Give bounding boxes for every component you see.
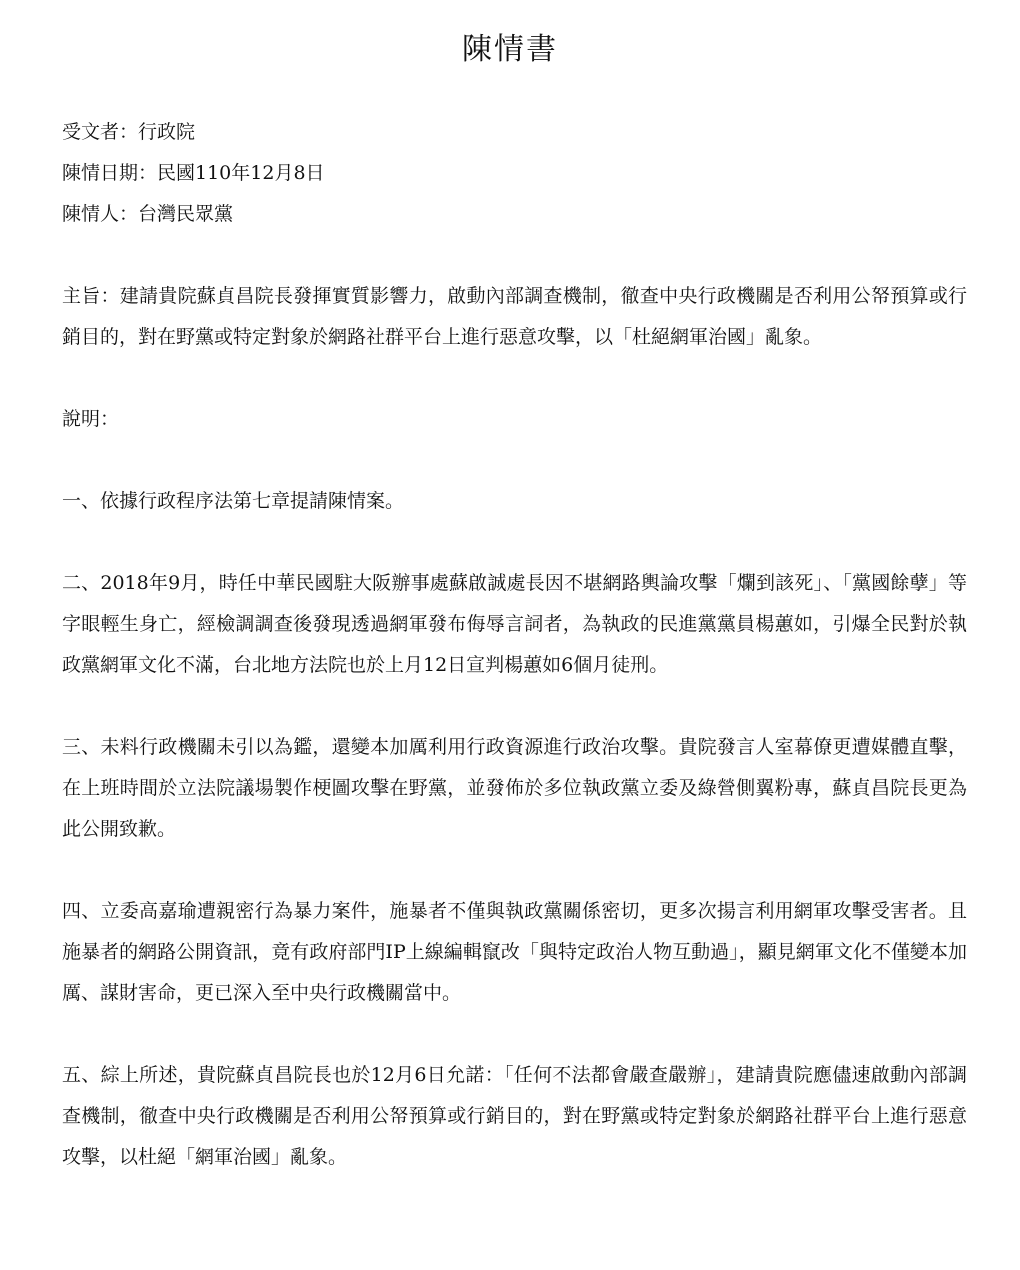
spacer xyxy=(62,850,967,891)
point-paragraph-5: 五、綜上所述，貴院蘇貞昌院長也於12月6日允諾：「任何不法都會嚴查嚴辦」，建請貴院應儘速啟動內部調查機制，徹查中央行政機關是否利用公帑預算或行銷目的，對在野黨或特定對象於網路社群平台上進行惡意攻擊，以杜絕「網軍治國」亂象。 xyxy=(62,1064,967,1168)
document-title: 陳情書 xyxy=(462,32,558,67)
spacer xyxy=(62,686,967,727)
point-paragraph-1: 一、依據行政程序法第七章提請陳情案。 xyxy=(62,490,405,512)
point-paragraph-3: 三、未料行政機關未引以為鑑，還變本加厲利用行政資源進行政治攻擊。貴院發言人室幕僚更遭媒體直擊，在上班時間於立法院議場製作梗圖攻擊在野黨，並發佈於多位執政黨立委及綠營側翼粉專，蘇貞昌院長更為此公開致歉。 xyxy=(62,736,967,840)
subject-paragraph: 主旨：建請貴院蘇貞昌院長發揮實質影響力，啟動內部調查機制，徹查中央行政機關是否利用公帑預算或行銷目的，對在野黨或特定對象於網路社群平台上進行惡意攻擊，以「杜絕網軍治國」亂象。 xyxy=(62,285,967,348)
recipient-line: 受文者：行政院 xyxy=(62,121,196,143)
spacer xyxy=(62,358,967,399)
spacer xyxy=(62,522,967,563)
point-paragraph-4: 四、立委高嘉瑜遭親密行為暴力案件，施暴者不僅與執政黨關係密切，更多次揚言利用網軍攻擊受害者。且施暴者的網路公開資訊，竟有政府部門IP上線編輯竄改「與特定政治人物互動過」，顯見網軍文化不僅變本加厲、謀財害命，更已深入至中央行政機關當中。 xyxy=(62,900,967,1004)
petitioner-line: 陳情人：台灣民眾黨 xyxy=(62,203,234,225)
point-paragraph-2: 二、2018年9月，時任中華民國駐大阪辦事處蘇啟誠處長因不堪網路輿論攻擊「爛到該死」、「黨國餘孽」等字眼輕生身亡，經檢調調查後發現透過網軍發布侮辱言詞者，為執政的民進黨黨員楊蕙如，引爆全民對於執政黨網軍文化不滿，台北地方法院也於上月12日宣判楊蕙如6個月徒刑。 xyxy=(62,572,967,676)
document-body xyxy=(62,112,967,1178)
spacer xyxy=(62,1014,967,1055)
explanation-heading: 說明： xyxy=(62,408,120,430)
date-line: 陳情日期：民國110年12月8日 xyxy=(62,162,325,184)
spacer xyxy=(62,440,967,481)
spacer xyxy=(62,235,967,276)
